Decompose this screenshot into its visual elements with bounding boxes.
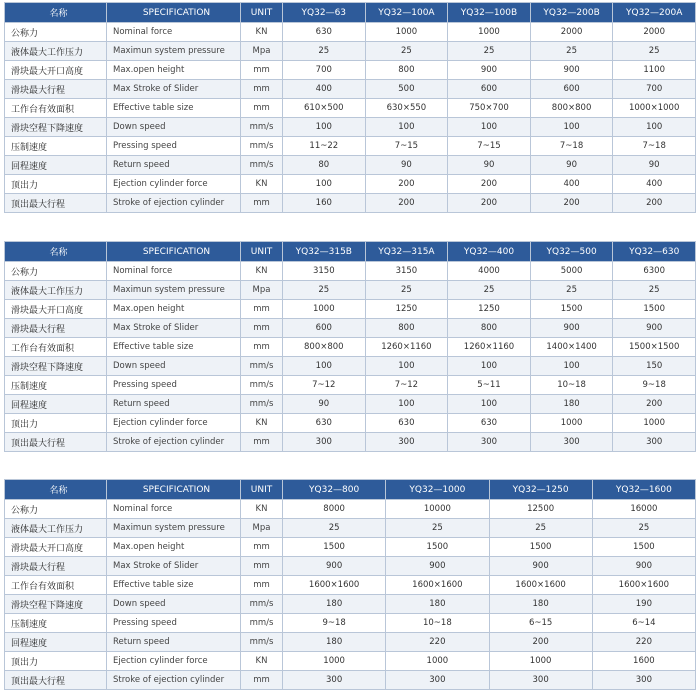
header-model: YQ32—200A (613, 3, 696, 23)
param-name-cn: 公称力 (5, 23, 107, 42)
table-row (5, 595, 696, 614)
table-row (5, 338, 696, 357)
param-name-en: Return speed (107, 156, 241, 175)
param-value: 100 (365, 357, 448, 376)
param-unit: KN (241, 652, 283, 671)
param-unit: mm/s (241, 376, 283, 395)
param-value: 1500 (592, 538, 695, 557)
spec-table-1 (4, 2, 696, 213)
header-row (5, 480, 696, 500)
param-value: 900 (530, 61, 613, 80)
param-value: 220 (386, 633, 489, 652)
param-name-en: Nominal force (107, 23, 241, 42)
param-value: 700 (283, 61, 366, 80)
param-value: 7~15 (365, 137, 448, 156)
param-value: 25 (283, 42, 366, 61)
spec-table-3 (4, 479, 696, 690)
table-row (5, 137, 696, 156)
param-unit: mm (241, 538, 283, 557)
table-row (5, 118, 696, 137)
header-model: YQ32—630 (613, 242, 696, 262)
header-name: 名称 (5, 3, 107, 23)
table-row (5, 61, 696, 80)
param-value: 9~18 (283, 614, 386, 633)
param-value: 16000 (592, 500, 695, 519)
param-value: 3150 (365, 262, 448, 281)
header-model: YQ32—100B (448, 3, 531, 23)
header-unit: UNIT (241, 3, 283, 23)
param-value: 25 (283, 281, 366, 300)
param-value: 300 (448, 433, 531, 452)
param-unit: mm/s (241, 633, 283, 652)
header-model: YQ32—200B (530, 3, 613, 23)
param-name-en: Max Stroke of Slider (107, 80, 241, 99)
param-name-cn: 压制速度 (5, 137, 107, 156)
param-value: 1500 (386, 538, 489, 557)
param-value: 6~14 (592, 614, 695, 633)
param-value: 100 (530, 118, 613, 137)
param-value: 1000 (489, 652, 592, 671)
param-value: 600 (283, 319, 366, 338)
param-value: 630 (448, 414, 531, 433)
param-value: 150 (613, 357, 696, 376)
param-value: 800 (365, 319, 448, 338)
param-value: 180 (489, 595, 592, 614)
param-value: 25 (365, 281, 448, 300)
param-name-cn: 公称力 (5, 500, 107, 519)
param-value: 900 (386, 557, 489, 576)
param-name-cn: 顶出力 (5, 652, 107, 671)
header-model: YQ32—500 (530, 242, 613, 262)
table-row (5, 376, 696, 395)
param-value: 5~11 (448, 376, 531, 395)
table-row (5, 557, 696, 576)
param-name-en: Maximun system pressure (107, 42, 241, 61)
param-name-en: Ejection cylinder force (107, 652, 241, 671)
param-value: 900 (448, 61, 531, 80)
table-row (5, 519, 696, 538)
param-name-cn: 压制速度 (5, 376, 107, 395)
param-value: 1000 (386, 652, 489, 671)
param-name-cn: 公称力 (5, 262, 107, 281)
header-specification: SPECIFICATION (107, 242, 241, 262)
header-name: 名称 (5, 242, 107, 262)
header-model: YQ32—63 (283, 3, 366, 23)
param-value: 400 (530, 175, 613, 194)
param-name-en: Max Stroke of Slider (107, 557, 241, 576)
param-value: 90 (530, 156, 613, 175)
param-value: 100 (448, 395, 531, 414)
param-value: 1250 (448, 300, 531, 319)
param-name-en: Stroke of ejection cylinder (107, 433, 241, 452)
param-unit: Mpa (241, 42, 283, 61)
param-value: 200 (365, 175, 448, 194)
param-value: 630 (365, 414, 448, 433)
param-value: 25 (448, 281, 531, 300)
param-name-en: Pressing speed (107, 137, 241, 156)
table-row (5, 99, 696, 118)
table-row (5, 42, 696, 61)
param-name-cn: 压制速度 (5, 614, 107, 633)
param-value: 100 (365, 395, 448, 414)
param-unit: mm/s (241, 137, 283, 156)
param-value: 25 (530, 42, 613, 61)
param-unit: mm (241, 671, 283, 690)
param-name-cn: 滑块最大行程 (5, 319, 107, 338)
table-row (5, 671, 696, 690)
param-name-cn: 滑块最大行程 (5, 557, 107, 576)
param-value: 25 (530, 281, 613, 300)
param-unit: KN (241, 175, 283, 194)
param-value: 300 (283, 433, 366, 452)
param-value: 200 (489, 633, 592, 652)
param-name-en: Stroke of ejection cylinder (107, 671, 241, 690)
param-unit: KN (241, 262, 283, 281)
param-value: 1000 (283, 300, 366, 319)
param-name-en: Max.open height (107, 300, 241, 319)
param-value: 600 (448, 80, 531, 99)
param-name-cn: 液体最大工作压力 (5, 519, 107, 538)
param-value: 200 (365, 194, 448, 213)
param-name-cn: 滑块最大开口高度 (5, 538, 107, 557)
param-unit: mm (241, 80, 283, 99)
table-row (5, 576, 696, 595)
param-value: 200 (448, 194, 531, 213)
param-value: 800 (365, 61, 448, 80)
param-value: 800×800 (530, 99, 613, 118)
param-unit: Mpa (241, 281, 283, 300)
param-value: 1000 (365, 23, 448, 42)
param-value: 300 (592, 671, 695, 690)
param-value: 800 (448, 319, 531, 338)
param-value: 180 (530, 395, 613, 414)
param-name-cn: 顶出最大行程 (5, 671, 107, 690)
header-model: YQ32—315B (283, 242, 366, 262)
param-value: 10000 (386, 500, 489, 519)
param-value: 610×500 (283, 99, 366, 118)
param-value: 900 (530, 319, 613, 338)
table-row (5, 357, 696, 376)
param-unit: mm (241, 300, 283, 319)
table-row (5, 614, 696, 633)
param-value: 160 (283, 194, 366, 213)
param-value: 200 (613, 395, 696, 414)
header-unit: UNIT (241, 480, 283, 500)
header-name: 名称 (5, 480, 107, 500)
param-value: 1500 (489, 538, 592, 557)
param-name-cn: 滑块最大行程 (5, 80, 107, 99)
param-value: 100 (365, 118, 448, 137)
param-value: 1400×1400 (530, 338, 613, 357)
param-value: 6300 (613, 262, 696, 281)
param-name-cn: 滑块空程下降速度 (5, 118, 107, 137)
header-model: YQ32—800 (283, 480, 386, 500)
param-unit: mm/s (241, 156, 283, 175)
table-row (5, 500, 696, 519)
param-name-cn: 顶出力 (5, 414, 107, 433)
param-name-en: Stroke of ejection cylinder (107, 194, 241, 213)
table-row (5, 194, 696, 213)
param-value: 630 (283, 23, 366, 42)
param-value: 25 (592, 519, 695, 538)
param-value: 1000×1000 (613, 99, 696, 118)
param-name-en: Max.open height (107, 61, 241, 80)
param-value: 1100 (613, 61, 696, 80)
table-row (5, 319, 696, 338)
header-specification: SPECIFICATION (107, 3, 241, 23)
param-value: 1000 (530, 414, 613, 433)
param-value: 800×800 (283, 338, 366, 357)
param-value: 600 (530, 80, 613, 99)
param-unit: mm/s (241, 118, 283, 137)
param-value: 10~18 (386, 614, 489, 633)
param-value: 100 (283, 357, 366, 376)
param-value: 400 (613, 175, 696, 194)
param-value: 180 (283, 633, 386, 652)
param-value: 1000 (283, 652, 386, 671)
param-value: 25 (365, 42, 448, 61)
param-value: 300 (613, 433, 696, 452)
param-unit: mm/s (241, 395, 283, 414)
param-name-cn: 回程速度 (5, 395, 107, 414)
param-value: 300 (365, 433, 448, 452)
param-name-en: Maximun system pressure (107, 281, 241, 300)
param-name-cn: 工作台有效面积 (5, 338, 107, 357)
param-value: 80 (283, 156, 366, 175)
param-value: 1500 (530, 300, 613, 319)
param-value: 1600×1600 (283, 576, 386, 595)
param-value: 7~18 (530, 137, 613, 156)
param-unit: mm (241, 319, 283, 338)
param-value: 750×700 (448, 99, 531, 118)
param-value: 25 (283, 519, 386, 538)
param-name-en: Down speed (107, 595, 241, 614)
param-value: 1000 (613, 414, 696, 433)
header-model: YQ32—1600 (592, 480, 695, 500)
param-unit: mm (241, 433, 283, 452)
param-name-en: Return speed (107, 395, 241, 414)
param-value: 2000 (530, 23, 613, 42)
param-value: 900 (592, 557, 695, 576)
param-name-en: Nominal force (107, 262, 241, 281)
param-value: 3150 (283, 262, 366, 281)
param-name-cn: 滑块空程下降速度 (5, 357, 107, 376)
param-value: 90 (613, 156, 696, 175)
header-model: YQ32—400 (448, 242, 531, 262)
param-name-en: Return speed (107, 633, 241, 652)
param-name-cn: 顶出最大行程 (5, 194, 107, 213)
param-value: 900 (489, 557, 592, 576)
param-value: 10~18 (530, 376, 613, 395)
param-value: 630 (283, 414, 366, 433)
param-value: 1600×1600 (489, 576, 592, 595)
param-value: 900 (613, 319, 696, 338)
param-value: 9~18 (613, 376, 696, 395)
param-value: 7~12 (283, 376, 366, 395)
param-value: 4000 (448, 262, 531, 281)
header-row (5, 242, 696, 262)
table-row (5, 23, 696, 42)
param-value: 900 (283, 557, 386, 576)
param-value: 180 (386, 595, 489, 614)
param-name-cn: 工作台有效面积 (5, 99, 107, 118)
param-name-cn: 液体最大工作压力 (5, 281, 107, 300)
param-value: 300 (386, 671, 489, 690)
param-value: 2000 (613, 23, 696, 42)
table-row (5, 80, 696, 99)
param-value: 100 (283, 118, 366, 137)
param-value: 25 (489, 519, 592, 538)
param-unit: mm (241, 61, 283, 80)
param-name-en: Effective table size (107, 576, 241, 595)
table-row (5, 300, 696, 319)
param-name-en: Down speed (107, 357, 241, 376)
table-row (5, 633, 696, 652)
header-model: YQ32—315A (365, 242, 448, 262)
param-name-cn: 回程速度 (5, 633, 107, 652)
table-row (5, 262, 696, 281)
param-name-cn: 液体最大工作压力 (5, 42, 107, 61)
table-row (5, 652, 696, 671)
param-value: 1600×1600 (386, 576, 489, 595)
param-unit: mm/s (241, 614, 283, 633)
param-name-cn: 工作台有效面积 (5, 576, 107, 595)
param-value: 6~15 (489, 614, 592, 633)
param-unit: KN (241, 23, 283, 42)
param-name-en: Pressing speed (107, 614, 241, 633)
spec-table-2 (4, 241, 696, 452)
param-name-en: Nominal force (107, 500, 241, 519)
param-value: 100 (530, 357, 613, 376)
param-unit: mm (241, 576, 283, 595)
header-model: YQ32—1250 (489, 480, 592, 500)
param-name-en: Pressing speed (107, 376, 241, 395)
param-unit: mm/s (241, 357, 283, 376)
param-value: 500 (365, 80, 448, 99)
table-row (5, 156, 696, 175)
header-unit: UNIT (241, 242, 283, 262)
param-value: 180 (283, 595, 386, 614)
param-name-cn: 顶出力 (5, 175, 107, 194)
param-name-cn: 滑块空程下降速度 (5, 595, 107, 614)
param-unit: Mpa (241, 519, 283, 538)
param-value: 1600 (592, 652, 695, 671)
param-unit: mm (241, 557, 283, 576)
param-unit: mm (241, 338, 283, 357)
param-value: 400 (283, 80, 366, 99)
param-value: 25 (613, 281, 696, 300)
param-value: 5000 (530, 262, 613, 281)
param-name-en: Down speed (107, 118, 241, 137)
param-name-cn: 顶出最大行程 (5, 433, 107, 452)
param-name-cn: 回程速度 (5, 156, 107, 175)
param-value: 8000 (283, 500, 386, 519)
param-name-cn: 滑块最大开口高度 (5, 61, 107, 80)
param-value: 12500 (489, 500, 592, 519)
param-value: 300 (530, 433, 613, 452)
param-unit: mm/s (241, 595, 283, 614)
param-value: 200 (448, 175, 531, 194)
param-value: 1260×1160 (365, 338, 448, 357)
param-value: 630×550 (365, 99, 448, 118)
param-value: 300 (283, 671, 386, 690)
param-value: 90 (283, 395, 366, 414)
param-value: 90 (365, 156, 448, 175)
param-value: 25 (386, 519, 489, 538)
param-value: 1500×1500 (613, 338, 696, 357)
param-value: 200 (530, 194, 613, 213)
table-row (5, 433, 696, 452)
param-value: 1600×1600 (592, 576, 695, 595)
param-value: 200 (613, 194, 696, 213)
param-name-en: Ejection cylinder force (107, 175, 241, 194)
param-name-cn: 滑块最大开口高度 (5, 300, 107, 319)
param-name-en: Effective table size (107, 99, 241, 118)
param-value: 1000 (448, 23, 531, 42)
param-name-en: Maximun system pressure (107, 519, 241, 538)
param-name-en: Effective table size (107, 338, 241, 357)
header-model: YQ32—100A (365, 3, 448, 23)
param-value: 90 (448, 156, 531, 175)
param-value: 1260×1160 (448, 338, 531, 357)
header-model: YQ32—1000 (386, 480, 489, 500)
param-value: 100 (283, 175, 366, 194)
table-row (5, 414, 696, 433)
table-row (5, 538, 696, 557)
param-name-en: Max Stroke of Slider (107, 319, 241, 338)
param-value: 190 (592, 595, 695, 614)
header-row (5, 3, 696, 23)
param-value: 1250 (365, 300, 448, 319)
param-value: 220 (592, 633, 695, 652)
table-row (5, 395, 696, 414)
param-value: 11~22 (283, 137, 366, 156)
param-value: 100 (448, 118, 531, 137)
param-value: 700 (613, 80, 696, 99)
table-row (5, 281, 696, 300)
param-name-en: Max.open height (107, 538, 241, 557)
param-value: 300 (489, 671, 592, 690)
table-row (5, 175, 696, 194)
param-value: 25 (448, 42, 531, 61)
param-value: 7~12 (365, 376, 448, 395)
param-unit: KN (241, 414, 283, 433)
header-specification: SPECIFICATION (107, 480, 241, 500)
param-value: 25 (613, 42, 696, 61)
param-value: 1500 (613, 300, 696, 319)
param-value: 7~18 (613, 137, 696, 156)
param-unit: KN (241, 500, 283, 519)
param-value: 7~15 (448, 137, 531, 156)
param-unit: mm (241, 194, 283, 213)
param-name-en: Ejection cylinder force (107, 414, 241, 433)
param-value: 1500 (283, 538, 386, 557)
param-unit: mm (241, 99, 283, 118)
param-value: 100 (448, 357, 531, 376)
param-value: 100 (613, 118, 696, 137)
